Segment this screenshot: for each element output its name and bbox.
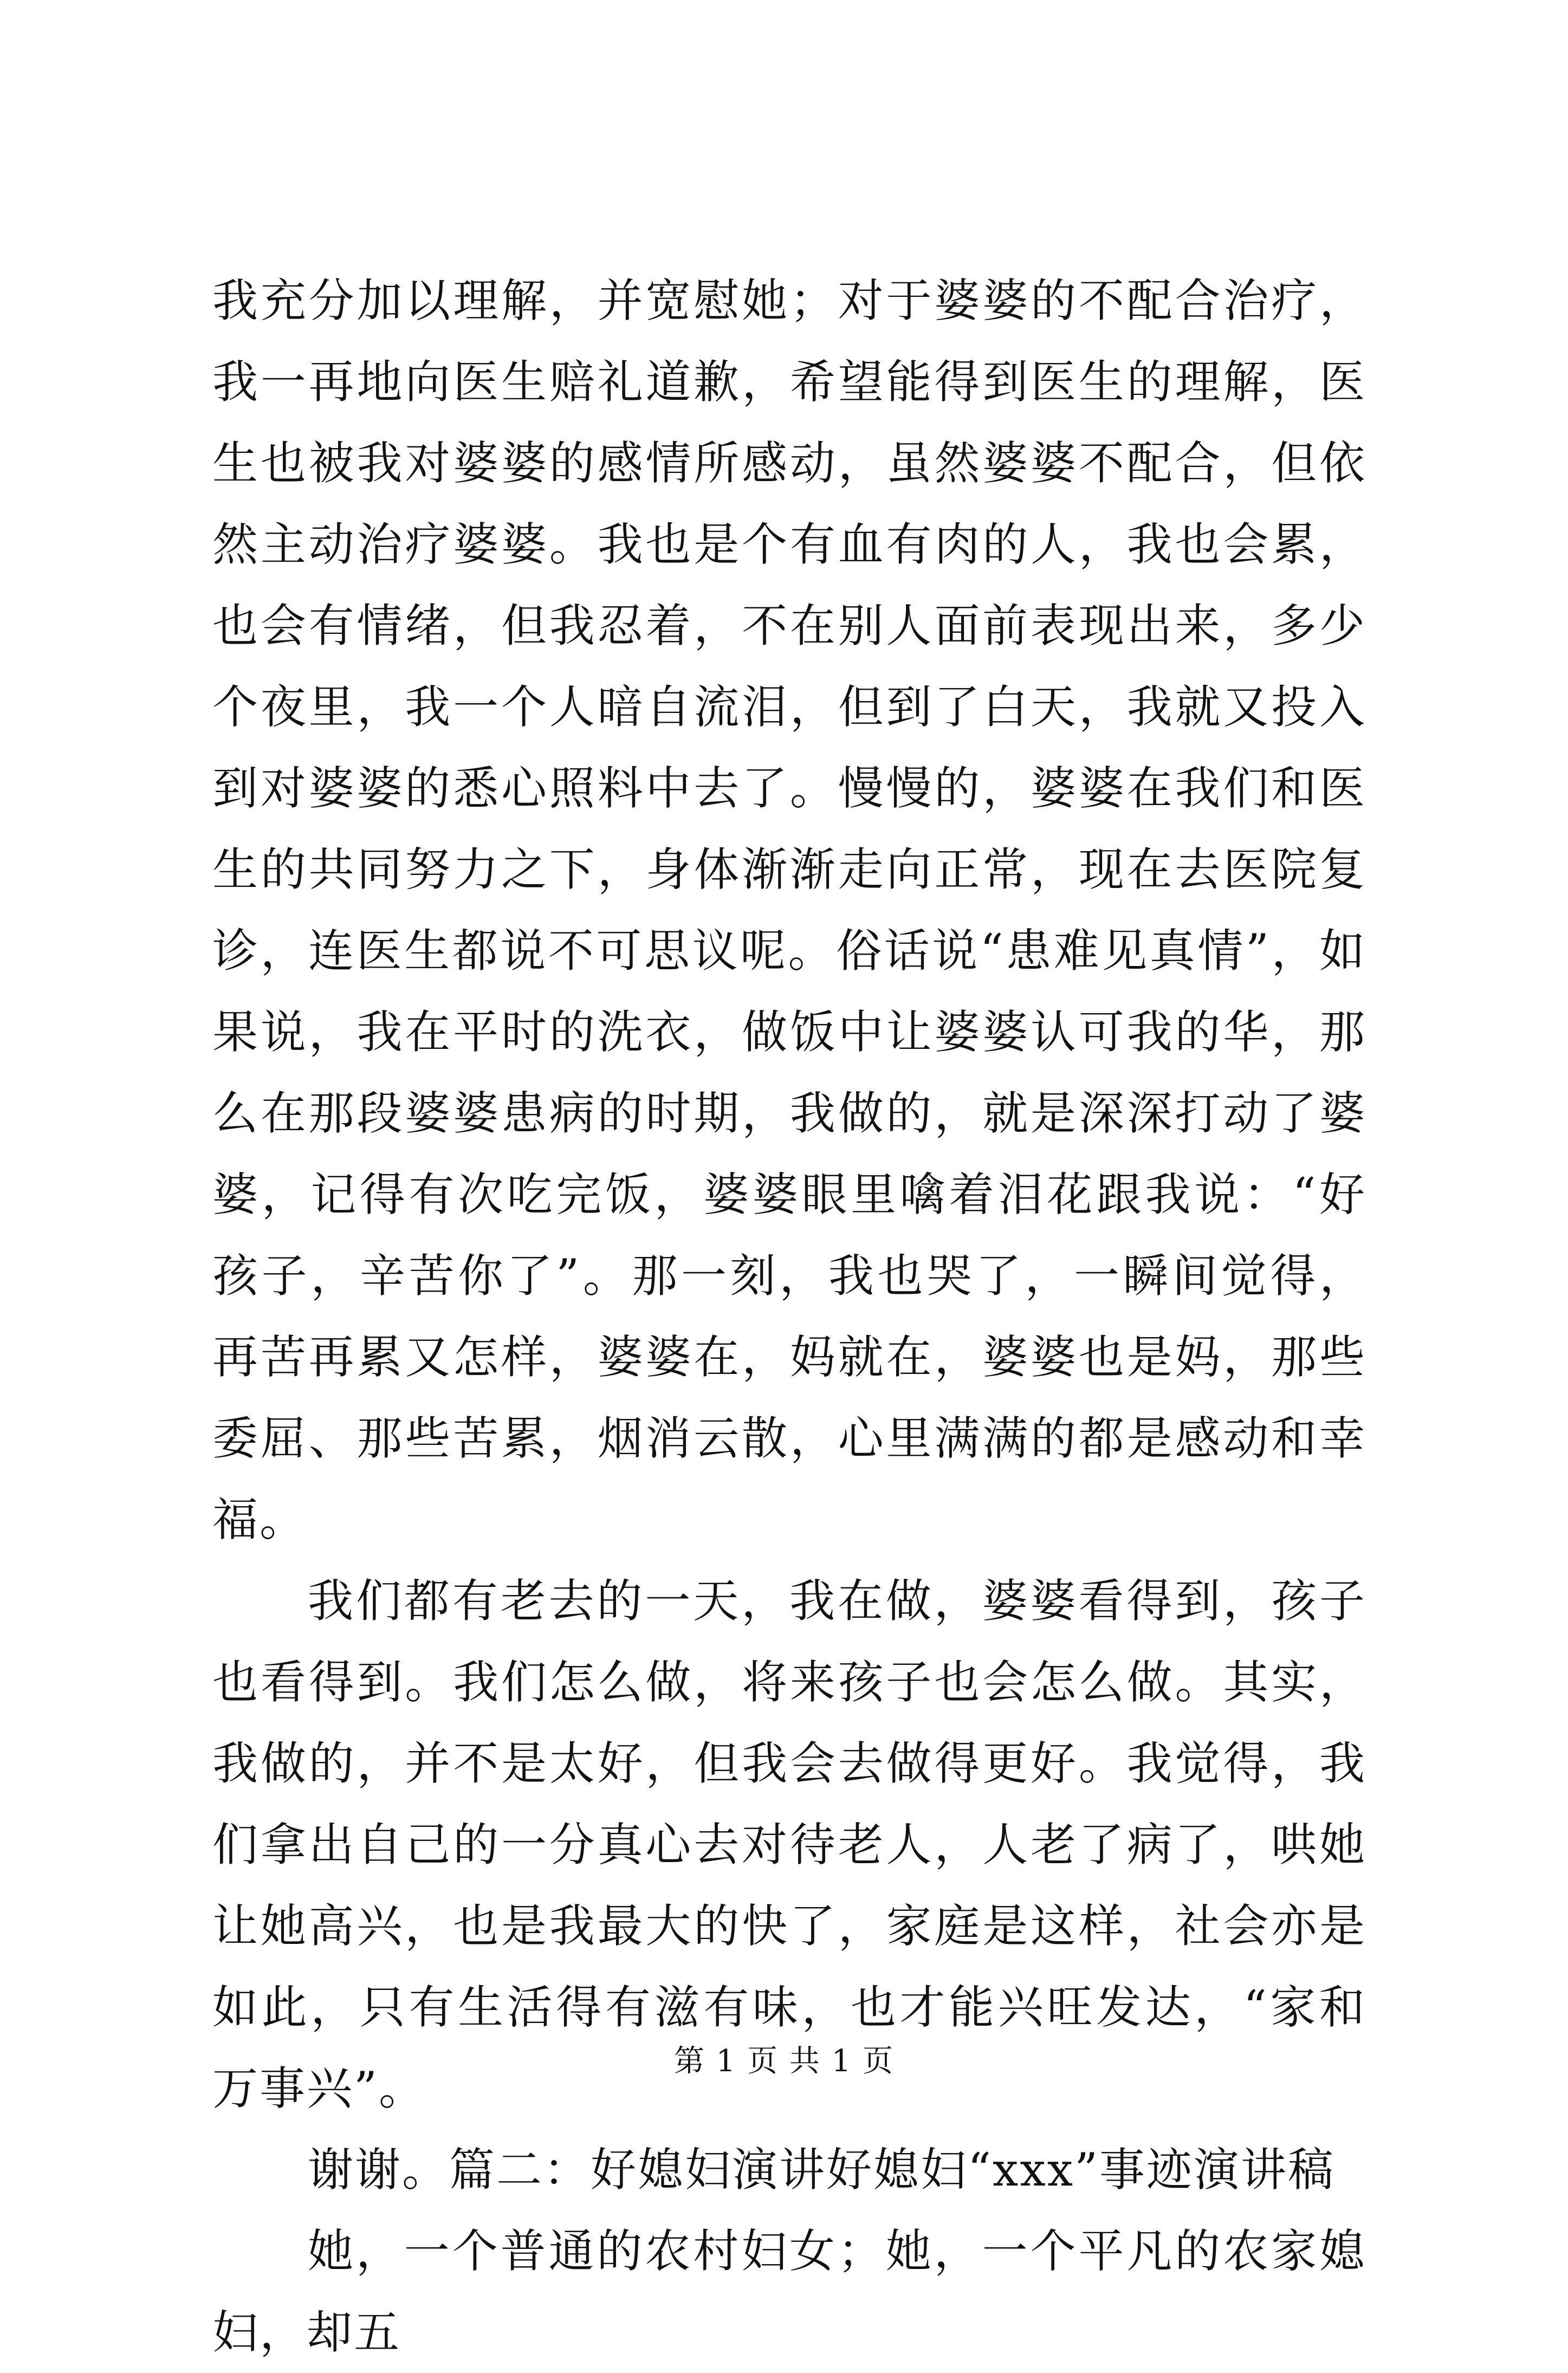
paragraph-1: 我充分加以理解，并宽慰她；对于婆婆的不配合治疗，我一再地向医生赔礼道歉，希望能得到医生的理解，医生也被我对婆婆的感情所感动，虽然婆婆不配合，但依然主动治疗婆婆。我也是个有血有肉的人，我也会累，也会有情绪，但我忍着，不在别人面前表现出来，多少个夜里，我一个人暗自流泪，但到了白天，我就又投入到对婆婆的悉心照料中去了。慢慢的，婆婆在我们和医生的共同努力之下，身体渐渐走向正常，现在去医院复诊，连医生都说不可思议呢。俗话说“患难见真情”，如果说，我在平时的洗衣，做饭中让婆婆认可我的华，那么在那段婆婆患病的时期，我做的，就是深深打动了婆婆，记得有次吃完饭，婆婆眼里噙着泪花跟我说：“好孩子，辛苦你了”。那一刻，我也哭了，一瞬间觉得，再苦再累又怎样，婆婆在，妈就在，婆婆也是妈，那些委屈、那些苦累，烟消云散，心里满满的都是感动和幸福。 [212, 274, 1366, 1546]
page-footer: 第 1 页 共 1 页 [673, 2044, 895, 2079]
paragraph-4: 她，一个普通的农村妇女；她，一个平凡的农家媳妇，却五 [212, 2225, 1366, 2359]
paragraph-2: 我们都有老去的一天，我在做，婆婆看得到，孩子也看得到。我们怎么做，将来孩子也会怎么做。其实，我做的，并不是太好，但我会去做得更好。我觉得，我们拿出自己的一分真心去对待老人，人老了病了，哄她让她高兴，也是我最大的快了，家庭是这样，社会亦是如此，只有生活得有滋有味，也才能兴旺发达，“家和万事兴”。 [212, 1574, 1366, 2115]
paragraph-3: 谢谢。篇二：好媳妇演讲好媳妇“xxx”事迹演讲稿 [308, 2143, 1336, 2196]
